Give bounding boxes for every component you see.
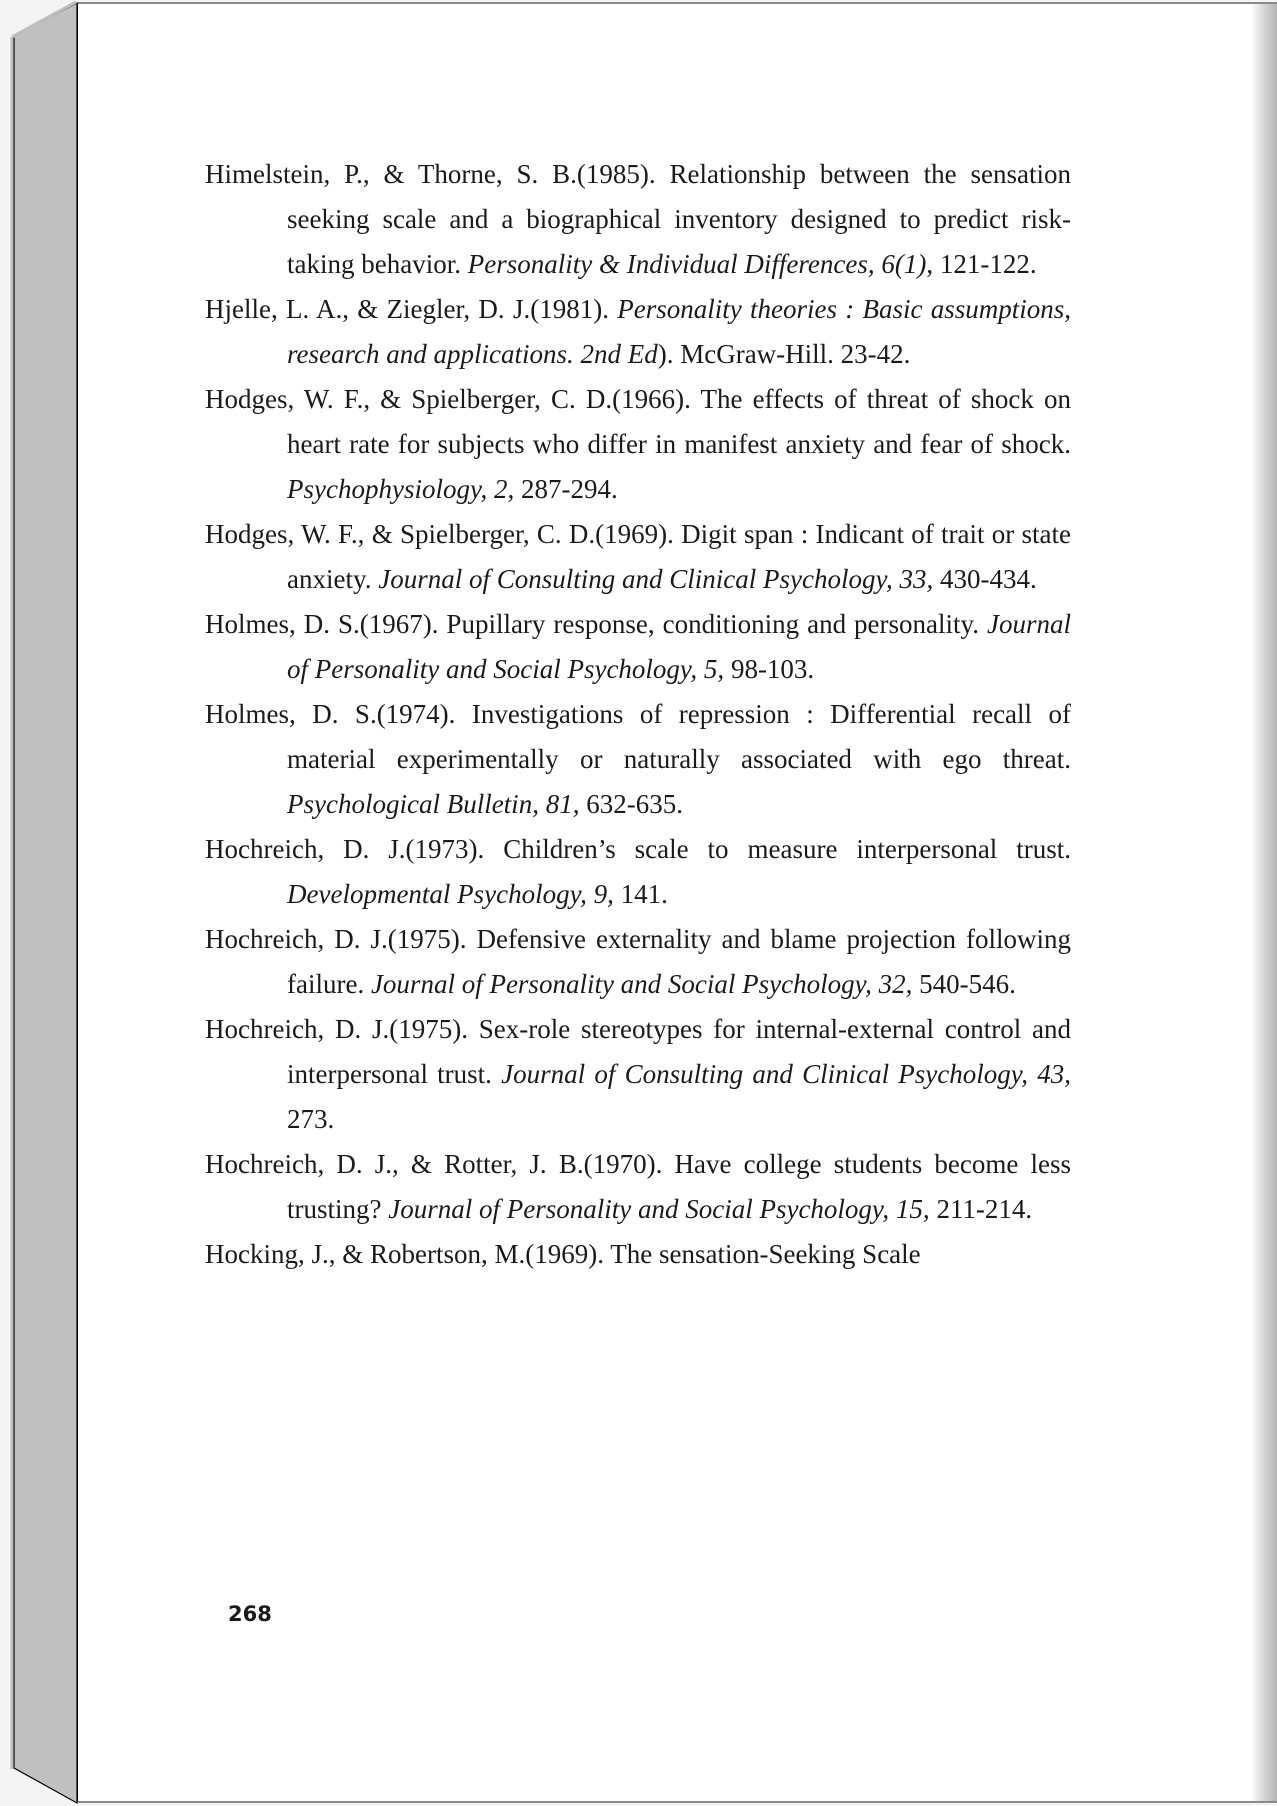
reference-text: 141. — [613, 879, 668, 909]
reference-text: Holmes, D. S.(1967). Pupillary response, conditioning and personality. — [205, 609, 987, 639]
reference-entry — [205, 377, 1071, 512]
reference-entry — [205, 152, 1071, 287]
reference-text: Hochreich, D. J.(1975). Defensive externality and blame projection following failure. — [205, 924, 1071, 999]
reference-source: Journal of Personality and Social Psychology, 32, — [370, 969, 913, 999]
reference-text: 540-546. — [912, 969, 1016, 999]
reference-text: Hochreich, D. J., & Rotter, J. B.(1970). Have college students become less trusting? — [205, 1149, 1071, 1224]
reference-entry — [205, 1232, 1071, 1277]
reference-entry — [205, 512, 1071, 602]
page-edge-shadow — [1251, 4, 1277, 1801]
reference-source: Developmental Psychology, 9, — [287, 879, 614, 909]
reference-source: Journal of Consulting and Clinical Psychology, 33, — [378, 564, 934, 594]
reference-text: Himelstein, P., & Thorne, S. B.(1985). Relationship between the sensation seeking scale and a biographical inventory designed to predict risk-taking behavior. — [205, 159, 1071, 279]
reference-text: Holmes, D. S.(1974). Investigations of repression : Differential recall of material experimentally or naturally associated with ego threat. — [205, 699, 1071, 774]
reference-source: Psychophysiology, 2, — [287, 474, 515, 504]
reference-source: Personality theories : Basic assumptions, research and applications. 2nd Ed — [287, 294, 1072, 369]
reference-entry — [205, 287, 1071, 377]
reference-text: 430-434. — [933, 564, 1037, 594]
reference-text: Hjelle, L. A., & Ziegler, D. J.(1981). — [205, 294, 618, 324]
reference-text: 98-103. — [724, 654, 815, 684]
reference-entry — [205, 1142, 1071, 1232]
reference-text: 287-294. — [514, 474, 618, 504]
page-number: 268 — [228, 1602, 272, 1626]
reference-text: Hodges, W. F., & Spielberger, C. D.(1969). Digit span : Indicant of trait or state anxiety. — [205, 519, 1071, 594]
reference-text: Hochreich, D. J.(1975). Sex-role stereotypes for internal-external control and interpersonal trust. — [205, 1014, 1071, 1089]
reference-entry — [205, 1007, 1071, 1142]
reference-entry — [205, 827, 1071, 917]
reference-source: Psychological Bulletin, 81, — [287, 789, 580, 819]
reference-source: Journal of Consulting and Clinical Psychology, 43, — [501, 1059, 1071, 1089]
reference-entry — [205, 917, 1071, 1007]
reference-text: Hochreich, D. J.(1973). Children’s scale to measure interpersonal trust. — [205, 834, 1071, 864]
reference-text: , 121-122. — [926, 249, 1037, 279]
reference-entry — [205, 602, 1071, 692]
reference-text: Hocking, J., & Robertson, M.(1969). The sensation-Seeking Scale — [205, 1239, 921, 1269]
reference-text: 211-214. — [929, 1194, 1033, 1224]
reference-text: Hodges, W. F., & Spielberger, C. D.(1966). The effects of threat of shock on heart rate for subjects who differ in manifest anxiety and fear of shock. — [205, 384, 1071, 459]
reference-source: Journal of Personality and Social Psychology, 5, — [287, 609, 1071, 684]
book-spine — [0, 0, 80, 1806]
reference-entry — [205, 692, 1071, 827]
reference-text: 273. — [287, 1104, 335, 1134]
reference-list — [205, 152, 1071, 1277]
reference-source: Personality & Individual Differences, 6(1) — [467, 249, 927, 279]
reference-source: Journal of Personality and Social Psychology, 15, — [388, 1194, 930, 1224]
reference-text: ). McGraw-Hill. 23-42. — [657, 339, 911, 369]
reference-text: 632-635. — [579, 789, 683, 819]
